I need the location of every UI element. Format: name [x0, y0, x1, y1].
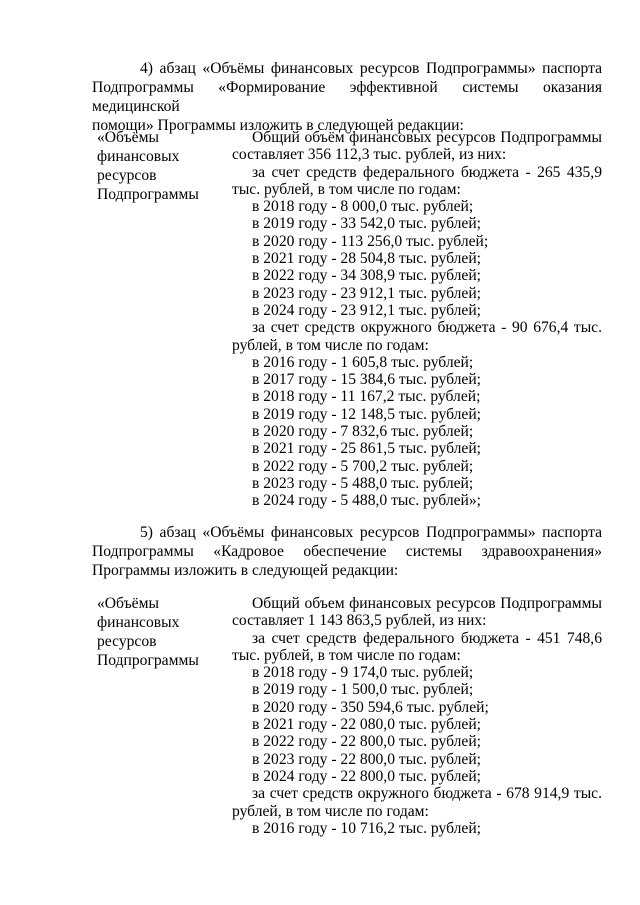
year-row: в 2019 году - 33 542,0 тыс. рублей; [252, 215, 482, 233]
year-row: в 2024 году - 22 800,0 тыс. рублей; [252, 767, 482, 785]
year-row: в 2020 году - 113 256,0 тыс. рублей; [252, 232, 489, 250]
label-line: Подпрограммы [97, 652, 199, 669]
label-line: финансовых [97, 148, 180, 165]
year-row: в 2022 году - 22 800,0 тыс. рублей; [252, 733, 482, 751]
section-4-label [97, 128, 227, 204]
district-line: рублей, в том числе по годам: [232, 336, 429, 354]
label-line: ресурсов [97, 167, 157, 184]
total-line: составляет 356 112,3 тыс. рублей, из них: [232, 146, 507, 164]
year-row: в 2024 году - 23 912,1 тыс. рублей; [252, 301, 482, 319]
label-line: «Объёмы [97, 129, 159, 146]
section-4-intro [92, 59, 602, 135]
intro-line: 4) абзац «Объёмы финансовых ресурсов Подпрограммы» паспорта [140, 60, 602, 77]
federal-line: за счет средств федерального бюджета - 265 435,9 [252, 163, 602, 181]
year-row: в 2023 году - 23 912,1 тыс. рублей; [252, 284, 482, 302]
year-row: в 2023 году - 5 488,0 тыс. рублей; [252, 474, 474, 492]
label-line: ресурсов [97, 633, 157, 650]
year-row: в 2019 году - 12 148,5 тыс. рублей; [252, 405, 482, 423]
intro-line: Программы изложить в следующей редакции: [92, 562, 399, 579]
year-row: в 2018 году - 8 000,0 тыс. рублей; [252, 198, 474, 216]
district-line: за счет средств окружного бюджета - 90 676,4 тыс. [252, 319, 602, 337]
intro-line: 5) абзац «Объёмы финансовых ресурсов Подпрограммы» паспорта [140, 524, 602, 541]
total-line: составляет 1 143 863,5 рублей, из них: [232, 612, 487, 630]
year-row: в 2017 году - 15 384,6 тыс. рублей; [252, 371, 482, 389]
district-line: за счет средств окружного бюджета - 678 914,9 тыс. [252, 785, 602, 803]
section-5-values [232, 595, 602, 837]
year-row: в 2020 году - 350 594,6 тыс. рублей; [252, 698, 489, 716]
year-row: в 2018 году - 11 167,2 тыс. рублей; [252, 388, 481, 406]
year-row: в 2022 году - 34 308,9 тыс. рублей; [252, 267, 482, 285]
year-row: в 2018 году - 9 174,0 тыс. рублей; [252, 664, 474, 682]
year-row: в 2023 году - 22 800,0 тыс. рублей; [252, 750, 482, 768]
intro-line: помощи» Программы изложить в следующей редакции: [92, 117, 464, 134]
intro-line: Подпрограммы «Кадровое обеспечение системы здравоохранения» [92, 543, 602, 560]
section-5-intro [92, 523, 602, 580]
intro-line: Подпрограммы «Формирование эффективной системы оказания медицинской [92, 79, 602, 115]
section-4-values [232, 129, 602, 510]
year-row: в 2020 году - 7 832,6 тыс. рублей; [252, 423, 474, 441]
section-5-label [97, 594, 227, 670]
year-row: в 2021 году - 22 080,0 тыс. рублей; [252, 716, 482, 734]
year-row: в 2022 году - 5 700,2 тыс. рублей; [252, 457, 474, 475]
label-line: финансовых [97, 614, 180, 631]
year-row: в 2019 году - 1 500,0 тыс. рублей; [252, 681, 474, 699]
year-row: в 2021 году - 28 504,8 тыс. рублей; [252, 250, 482, 268]
total-line: Общий объём финансовых ресурсов Подпрограммы [252, 129, 602, 146]
district-line: рублей, в том числе по годам: [232, 802, 429, 820]
federal-line: тыс. рублей, в том числе по годам: [232, 180, 461, 198]
federal-line: тыс. рублей, в том числе по годам: [232, 646, 461, 664]
total-line: Общий объем финансовых ресурсов Подпрограммы [252, 595, 602, 612]
federal-line: за счет средств федерального бюджета - 451 748,6 [252, 629, 602, 647]
year-row: в 2024 году - 5 488,0 тыс. рублей»; [252, 492, 482, 510]
label-line: Подпрограммы [97, 186, 199, 203]
year-row: в 2016 году - 1 605,8 тыс. рублей; [252, 353, 474, 371]
label-line: «Объёмы [97, 595, 159, 612]
year-row: в 2021 году - 25 861,5 тыс. рублей; [252, 440, 482, 458]
year-row: в 2016 году - 10 716,2 тыс. рублей; [252, 819, 482, 837]
